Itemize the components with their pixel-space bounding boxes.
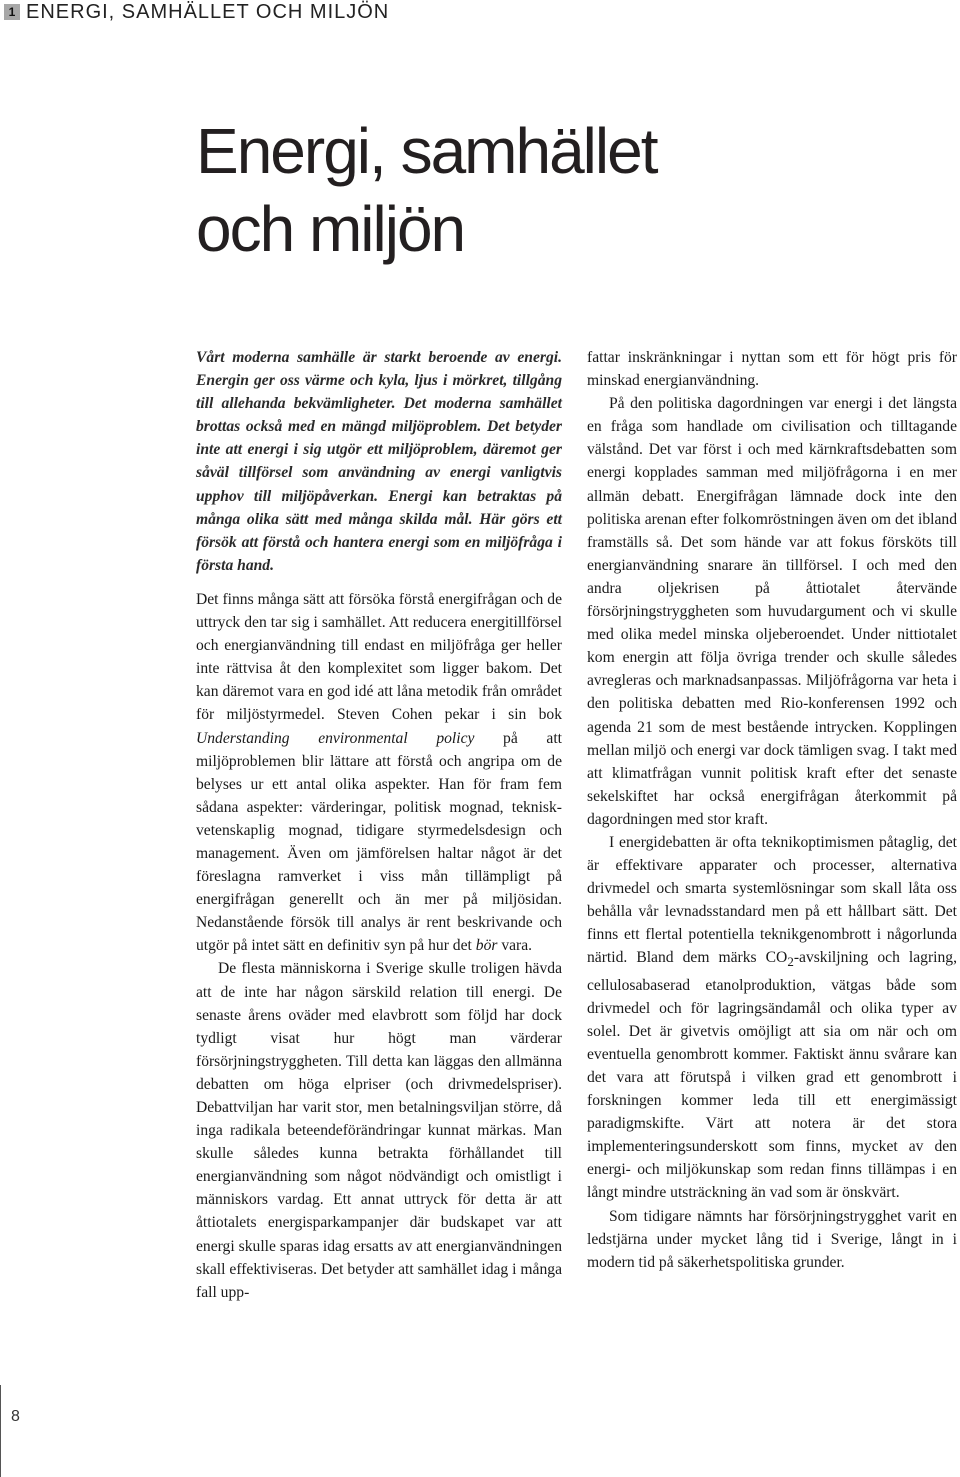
text-run: vara.	[497, 937, 533, 955]
body-paragraph: fattar inskränkningar i nyttan som ett för högt pris för minskad energianvändning.	[587, 349, 957, 390]
page-title-line-1: Energi, samhället	[196, 115, 657, 187]
text-run: Det finns många sätt att försöka förstå energifrågan och de uttryck den tar sig i samhället. Att reducera energitillförsel och energianvändning till endast en miljöfråga ger heller inte rättvisa åt den komplexitet som ligger bakom. Det kan däremot vara en god idé att låna metodik från området för miljöstyrmedel. Steven Cohen pekar i sin bok	[196, 590, 562, 724]
lead-paragraph: Vårt moderna samhälle är starkt beroende av energi. Energin ger oss värme och kyla, ljus i mörkret, tillgång till allehanda bekvämligheter. Det moderna samhället brottas också med en mängd miljöproblem. Det betyder inte att energi i sig utgör ett miljöproblem, däremot ger såväl tillförsel som användning av energi vanligtvis upphov till miljöpåverkan. Energi kan betraktas på många olika sätt med många skilda mål. Här görs ett försök att förstå och hantera energi som en miljöfråga i första hand.	[196, 349, 562, 574]
text-run: I energidebatten är ofta teknikoptimismen påtaglig, det är effektivare apparater och processer, alternativa drivmedel och smarta systemlösningar som skall låta oss behålla vår levnadsstandard men på ett hållbart sätt. Det finns ett flertal potentiella teknikgenombrott i någorlunda närtid. Bland dem märks CO	[587, 833, 957, 967]
page-title-line-2: och miljön	[196, 193, 465, 265]
emphasis: bör	[475, 937, 498, 955]
left-column	[196, 346, 562, 1304]
chapter-number-badge: 1	[4, 4, 20, 20]
page-number: 8	[11, 1408, 20, 1425]
running-header	[0, 0, 960, 30]
right-column	[587, 346, 957, 1274]
body-paragraph: På den politiska dagordningen var energi i det längsta en fråga som handlade om civilisation och tilltagande välstånd. Det var först i och med kärnkraftsdebatten som energi kopplades samman med miljöfrågorna i en mer allmän debatt. Energifrågan lämnade dock inte den politiska arenan efter folkomröstningen även om det ibland framställs så. Det som hände var att fokus försköts till energianvändning snarare än tillförsel. I och med den andra oljekrisen på åttiotalet återvände försörjningstryggheten som huvudargument och vi skulle med olika medel minska oljeberoendet. Under nittiotalet kom energin att följa övriga trender och skulle således avregleras och marknadsanpassas. Miljöfrågorna var heta i den politiska debatten med Rio-konferensen 1992 och agenda 21 som de mest bestående intrycken. Kopplingen mellan miljö och energi var dock tämligen svag. I takt med att klimatfrågan vunnit politisk kraft efter det senaste sekelskiftet har också energifrågan återkommit på dagordningen med stor kraft.	[587, 395, 957, 828]
book-title: Understanding environmental policy	[196, 729, 475, 747]
folio-rule	[0, 1385, 1, 1477]
subscript: 2	[787, 954, 794, 970]
text-run: -avskiljning och lagring, cellulosabaserad etanolproduktion, vätgas både som drivmedel och för lagringsändamål och olika typer av solel. Det är givetvis omöjligt att sia om när och om eventuella genombrott kommer. Faktiskt ännu svårare kan det vara att förutspå i vilken grad ett genombrott i forskningen kommer leda till ett energimässigt paradigmskifte. Värt att notera är det stora implementeringsunderskott som finns, mycket av den energi- och miljökunskap som redan finns tillämpas i en långt mindre utsträckning än vad som är önskvärt.	[587, 949, 957, 1202]
text-run: på att miljöproblemen blir lättare att förstå och angripa om de belyses ur ett antal olika aspekter. Han för fram fem sådana aspekter: värderingar, politisk mognad, teknisk-vetenskaplig mognad, tidigare styrmedelsdesign och management. Även om jämförelsen haltar något är det föreslagna ramverket i viss mån tillämpligt på energifrågan generellt och än mer på miljösidan. Nedanstående försök till analys är rent beskrivande och utgör på intet sätt en definitiv syn på hur det	[196, 729, 562, 955]
running-header-title: ENERGI, SAMHÄLLET OCH MILJÖN	[26, 1, 390, 23]
page-title	[196, 112, 656, 268]
body-paragraph	[196, 588, 562, 958]
body-paragraph	[587, 831, 957, 1205]
body-paragraph: Som tidigare nämnts har försörjningstrygghet varit en ledstjärna under mycket lång tid i Sverige, långt in i modern tid på säkerhetspolitiska grunder.	[587, 1207, 957, 1271]
body-paragraph: De flesta människorna i Sverige skulle troligen hävda att de inte har någon särskild relation till energi. De senaste årens oväder med elavbrott som följd har dock tydligt visat hur högt man värderar försörjningstryggheten. Till detta kan läggas den allmänna debatten om höga elpriser (och drivmedelspriser). Debattviljan har varit stor, men betalningsviljan större, då inga radikala beteendeförändringar kunnat märkas. Man skulle således kunna betrakta förhållandet till energianvändning som något nödvändigt och omistligt i människors vardag. Ett annat uttryck för detta är att åttiotalets energisparkampanjer där budskapet var att energi skulle sparas idag ersatts av att energianvändningen skall effektiviseras. Det betyder att samhället idag i många fall upp-	[196, 960, 562, 1301]
